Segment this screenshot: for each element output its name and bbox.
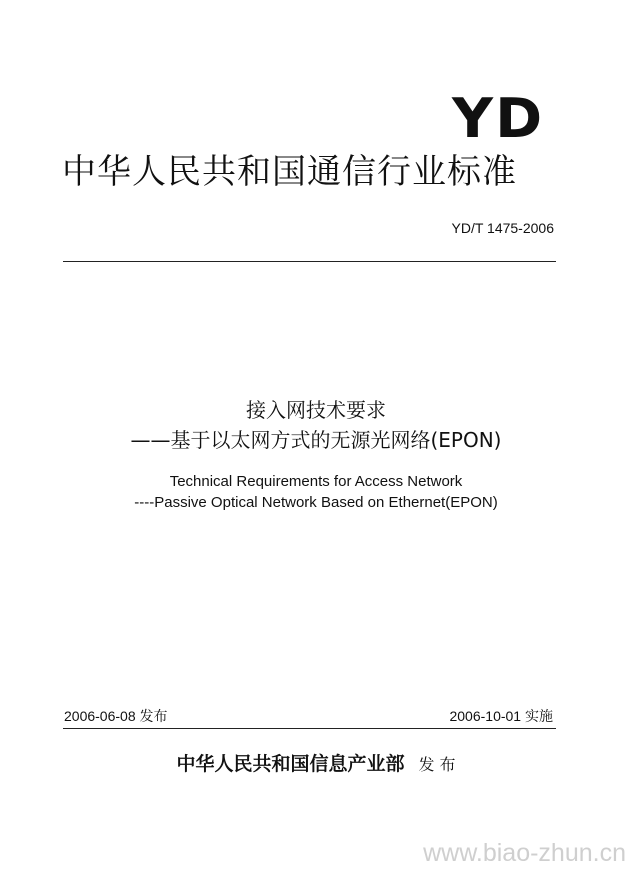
standard-category-title: 中华人民共和国通信行业标准 <box>62 152 517 192</box>
document-title-zh: 接入网技术要求 <box>246 398 386 422</box>
document-subtitle-en: ----Passive Optical Network Based on Ethernet(EPON) <box>134 494 498 511</box>
issue-date: 2006-06-08 发布 <box>64 708 168 724</box>
website-watermark: www.biao-zhun.cn <box>423 839 626 867</box>
publisher-line <box>0 751 632 778</box>
header-divider <box>63 261 556 262</box>
publisher-name: 中华人民共和国信息产业部 <box>176 753 405 775</box>
standard-number: YD/T 1475-2006 <box>451 220 554 236</box>
publisher-action: 发 布 <box>418 755 456 774</box>
document-subtitle-zh: ——基于以太网方式的无源光网络(EPON) <box>130 428 502 452</box>
footer-divider <box>63 728 556 729</box>
effective-date: 2006-10-01 实施 <box>449 708 553 724</box>
yd-logo: YD <box>452 87 545 150</box>
document-title-en: Technical Requirements for Access Network <box>169 473 463 490</box>
